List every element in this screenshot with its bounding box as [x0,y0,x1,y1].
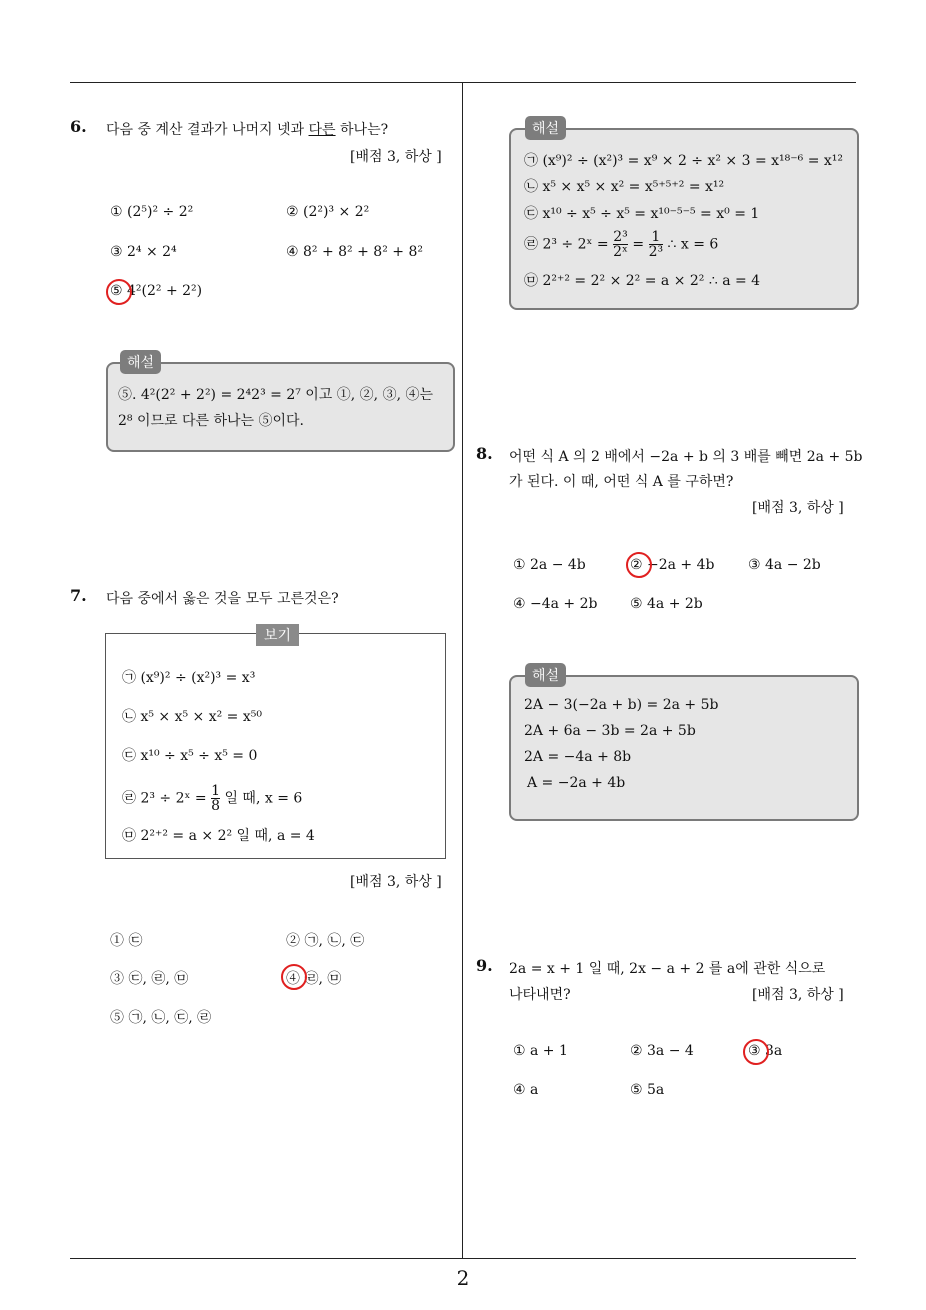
option-5[interactable]: ⑤ 4a + 2b [630,596,703,612]
question-text: 다음 중 계산 결과가 나머지 넷과 다른 하나는? [106,122,389,138]
bottom-rule [70,1258,856,1259]
score-label: [배점 3, 하상 ] [752,987,844,1003]
solution-tag: 해설 [525,116,566,140]
option-3[interactable]: ③ 4a − 2b [748,557,821,573]
solution-line: A = −2a + 4b [527,775,626,791]
solution-tag: 해설 [120,350,161,374]
answer-circle-mark [626,552,652,578]
option-4[interactable]: ④ 8² + 8² + 8² + 8² [286,244,423,260]
example-item: ㉢ x¹⁰ ÷ x⁵ ÷ x⁵ = 0 [122,748,258,764]
score-label: [배점 3, 하상 ] [350,149,442,165]
example-box [105,633,446,859]
option-3[interactable]: ③ 3a [748,1043,783,1059]
solution-box [106,362,455,452]
question-text: 가 된다. 이 때, 어떤 식 A 를 구하면? [509,474,734,490]
solution-line: ㉢ x¹⁰ ÷ x⁵ ÷ x⁵ = x¹⁰⁻⁵⁻⁵ = x⁰ = 1 [524,206,760,222]
solution-box [509,675,859,821]
example-item: ㉤ 2²⁺² = a × 2² 일 때, a = 4 [122,828,315,844]
question-text: 어떤 식 A 의 2 배에서 −2a + b 의 3 배를 빼면 2a + 5b [509,449,863,465]
solution-line: 2⁸ 이므로 다른 하나는 ⑤이다. [118,413,305,429]
option-5[interactable]: ⑤ 5a [630,1082,665,1098]
answer-circle-mark [106,279,132,305]
option-1[interactable]: ① ㉢ [110,933,143,949]
option-4[interactable]: ④ −4a + 2b [513,596,598,612]
question-text: 다음 중에서 옳은 것을 모두 고른것은? [106,591,339,607]
question-number: 8. [476,444,493,463]
option-4[interactable]: ④ ㉣, ㉤ [286,971,342,987]
option-1[interactable]: ① a + 1 [513,1043,568,1059]
score-label: [배점 3, 하상 ] [752,500,844,516]
top-rule [70,82,856,83]
solution-line: ㉡ x⁵ × x⁵ × x² = x⁵⁺⁵⁺² = x¹² [524,179,725,195]
example-tag: 보기 [256,624,299,646]
option-1[interactable]: ① (2⁵)² ÷ 2² [110,204,194,220]
solution-line: 2A + 6a − 3b = 2a + 5b [524,723,696,739]
example-item: ㉡ x⁵ × x⁵ × x² = x⁵⁰ [122,709,262,725]
question-number: 9. [476,956,493,975]
answer-circle-mark [743,1039,769,1065]
answer-circle-mark [281,964,307,990]
question-text: 2a = x + 1 일 때, 2x − a + 2 를 a에 관한 식으로 [509,961,826,977]
example-item: ㉠ (x⁹)² ÷ (x²)³ = x³ [122,670,256,686]
solution-tag: 해설 [525,663,566,687]
score-label: [배점 3, 하상 ] [350,874,442,890]
option-2[interactable]: ② −2a + 4b [630,557,715,573]
option-4[interactable]: ④ a [513,1082,539,1098]
option-1[interactable]: ① 2a − 4b [513,557,586,573]
question-text: 나타내면? [509,987,571,1003]
page-number: 2 [456,1266,470,1290]
option-2[interactable]: ② (2²)³ × 2² [286,204,370,220]
question-number: 7. [70,586,87,605]
option-2[interactable]: ② ㉠, ㉡, ㉢ [286,933,365,949]
solution-line: ㉠ (x⁹)² ÷ (x²)³ = x⁹ × 2 ÷ x² × 3 = x¹⁸⁻⁶ = x¹² [524,153,844,169]
example-item: ㉣ 2³ ÷ 2ˣ = $\frac{1}{8}$ 일 때, x = 6 [122,783,303,814]
solution-line: ㉤ 2²⁺² = 2² × 2² = a × 2² ∴ a = 4 [524,273,761,289]
option-3[interactable]: ③ ㉢, ㉣, ㉤ [110,971,189,987]
option-5[interactable]: ⑤ 4²(2² + 2²) [110,283,203,299]
solution-line: 2A − 3(−2a + b) = 2a + 5b [524,697,719,713]
option-2[interactable]: ② 3a − 4 [630,1043,694,1059]
question-number: 6. [70,117,87,136]
solution-box [509,128,859,310]
option-3[interactable]: ③ 2⁴ × 2⁴ [110,244,177,260]
solution-line: ⑤. 4²(2² + 2²) = 2⁴2³ = 2⁷ 이고 ①, ②, ③, ④는 [118,387,434,403]
option-5[interactable]: ⑤ ㉠, ㉡, ㉢, ㉣ [110,1010,212,1026]
column-divider [462,82,463,1258]
solution-line: 2A = −4a + 8b [524,749,632,765]
solution-line: ㉣ 2³ ÷ 2ˣ = $\frac{\text{2³}}{\text{2ˣ}}$ = $\frac{1}{\text{2³}}$ ∴ x = 6 [524,229,719,260]
